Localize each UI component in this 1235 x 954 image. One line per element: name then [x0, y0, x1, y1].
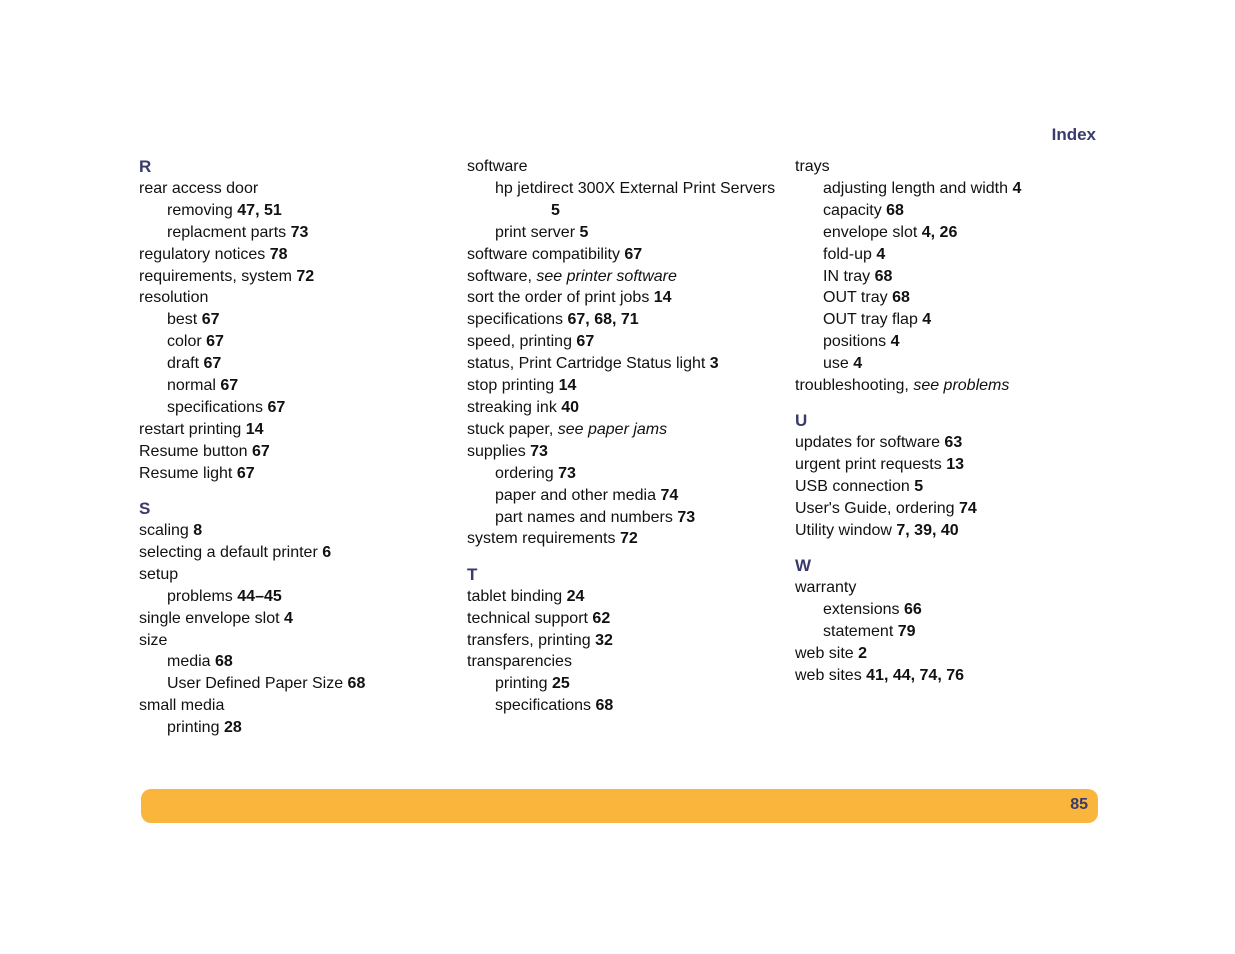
- index-entry: [467, 651, 775, 673]
- page-references: 74: [959, 500, 977, 518]
- page-references: 3: [709, 355, 719, 373]
- index-subentry: [467, 485, 775, 507]
- index-term: system requirements: [467, 530, 616, 548]
- index-term: specifications: [467, 311, 564, 329]
- index-subentry: [139, 375, 365, 397]
- page-references: 6: [322, 543, 332, 561]
- index-term: paper and other media: [495, 486, 656, 504]
- page-references: 67: [236, 464, 255, 482]
- see-reference: see printer software: [536, 267, 677, 285]
- page-references: 14: [558, 377, 577, 395]
- index-letter-heading: T: [467, 564, 478, 584]
- index-subentry: [795, 621, 1021, 643]
- index-entry: [795, 454, 1021, 476]
- index-subentry: [467, 507, 775, 529]
- index-entry: [139, 244, 365, 266]
- index-term: Utility window: [795, 522, 892, 539]
- page-references: 68: [892, 289, 910, 307]
- index-term: streaking ink: [467, 398, 557, 416]
- index-term: requirements, system: [139, 267, 292, 285]
- index-entry-continuation: [467, 200, 775, 222]
- index-subentry: [795, 200, 1021, 222]
- index-term: print server: [495, 223, 576, 241]
- index-entry: [467, 266, 775, 288]
- page-references: 44–45: [237, 587, 282, 605]
- index-term: supplies: [467, 442, 526, 460]
- index-entry: [467, 353, 775, 375]
- index-term: use: [823, 355, 849, 373]
- page-references: 47, 51: [237, 201, 282, 219]
- page-references: 72: [619, 530, 638, 548]
- page-references: 67: [201, 311, 220, 329]
- index-entry: [795, 643, 1021, 665]
- index-entry: [139, 441, 365, 463]
- page-references: 28: [223, 719, 242, 737]
- index-subentry: [467, 673, 775, 695]
- index-term: selecting a default printer: [139, 543, 318, 561]
- index-term: Resume button: [139, 442, 248, 460]
- index-entry: [139, 520, 365, 542]
- footer-bar: [141, 789, 1098, 823]
- see-reference: see paper jams: [557, 420, 668, 438]
- index-term: web sites: [795, 666, 862, 684]
- page-references: 4: [1012, 179, 1022, 197]
- index-subentry: [139, 673, 365, 695]
- index-term: setup: [139, 565, 179, 583]
- index-term: web site: [795, 645, 854, 663]
- index-term: speed, printing: [467, 333, 572, 351]
- page-references: 67: [203, 355, 222, 373]
- index-term: software,: [467, 267, 532, 285]
- page-references: 5: [551, 201, 560, 219]
- index-letter-heading: U: [795, 411, 808, 431]
- index-term: envelope slot: [823, 223, 918, 241]
- index-entry: [139, 266, 365, 288]
- index-term: hp jetdirect 300X External Print Servers: [495, 179, 776, 197]
- page-references: 74: [660, 486, 679, 504]
- index-term: sort the order of print jobs: [467, 289, 650, 307]
- index-term: User's Guide, ordering: [795, 500, 955, 518]
- page-references: 79: [897, 623, 916, 641]
- index-term: normal: [167, 377, 216, 395]
- index-term: positions: [823, 333, 887, 351]
- index-entry: [467, 586, 775, 608]
- index-subentry: [139, 651, 365, 673]
- index-term: statement: [823, 623, 894, 641]
- index-column-3: [795, 156, 1021, 687]
- index-term: best: [167, 311, 198, 329]
- index-entry: [795, 432, 1021, 454]
- page-references: 4, 26: [921, 223, 958, 241]
- page-references: 73: [677, 508, 696, 526]
- index-column-2: [467, 156, 775, 717]
- index-entry: [795, 520, 1021, 542]
- index-letter-heading: R: [139, 157, 152, 176]
- index-term: rear access door: [139, 179, 259, 197]
- index-term: urgent print requests: [795, 456, 942, 474]
- page-references: 62: [592, 609, 611, 627]
- index-entry: [795, 476, 1021, 498]
- index-subentry: [795, 309, 1021, 331]
- page-references: 4: [284, 609, 293, 627]
- index-entry: [467, 156, 775, 178]
- index-term: adjusting length and width: [823, 179, 1009, 197]
- page-references: 67: [576, 333, 595, 351]
- index-subentry: [139, 717, 365, 739]
- index-term: resolution: [139, 289, 209, 307]
- index-entry: [467, 309, 775, 331]
- index-term: updates for software: [795, 434, 940, 452]
- page-references: 4: [853, 355, 863, 373]
- index-term: problems: [167, 587, 233, 605]
- page-references: 4: [876, 245, 886, 263]
- index-subentry: [795, 266, 1021, 288]
- index-entry: [467, 630, 775, 652]
- index-term: stuck paper,: [467, 420, 554, 438]
- index-term: Resume light: [139, 464, 233, 482]
- index-term: technical support: [467, 609, 588, 627]
- page-references: 67: [267, 398, 286, 416]
- index-subentry: [795, 331, 1021, 353]
- index-entry: [139, 463, 365, 485]
- index-entry: [467, 608, 775, 630]
- page-references: 7, 39, 40: [896, 522, 959, 539]
- index-term: transparencies: [467, 653, 572, 671]
- page-references: 68: [347, 675, 366, 693]
- index-term: warranty: [795, 579, 857, 597]
- index-term: scaling: [139, 522, 189, 539]
- page-references: 67: [206, 333, 224, 351]
- index-term: tablet binding: [467, 587, 563, 605]
- index-term: media: [167, 653, 211, 671]
- index-subentry: [795, 244, 1021, 266]
- index-term: OUT tray: [823, 289, 888, 307]
- index-term: ordering: [495, 464, 554, 482]
- page-references: 67, 68, 71: [567, 311, 639, 329]
- page-references: 24: [566, 587, 585, 605]
- index-subentry: [139, 331, 365, 353]
- index-entry: [467, 331, 775, 353]
- index-term: trays: [795, 158, 830, 175]
- page-references: 68: [874, 267, 893, 285]
- index-entry: [139, 419, 365, 441]
- index-column-1: [139, 156, 365, 739]
- index-term: troubleshooting,: [795, 377, 909, 395]
- index-entry: [795, 375, 1021, 397]
- page-references: 63: [944, 434, 963, 452]
- index-term: specifications: [495, 697, 592, 715]
- index-term: small media: [139, 697, 225, 715]
- index-subentry: [139, 353, 365, 375]
- page-references: 78: [269, 245, 288, 263]
- index-term: removing: [167, 201, 233, 219]
- page-references: 40: [561, 398, 580, 416]
- index-subentry: [467, 695, 775, 717]
- index-term: single envelope slot: [139, 609, 280, 627]
- index-term: User Defined Paper Size: [167, 675, 344, 693]
- index-term: extensions: [823, 601, 900, 619]
- index-term: draft: [167, 355, 200, 373]
- index-letter-heading: W: [795, 556, 812, 576]
- index-entry: [139, 542, 365, 564]
- index-subentry: [139, 200, 365, 222]
- index-subentry: [139, 222, 365, 244]
- page-references: 73: [290, 223, 309, 241]
- index-entry: [139, 608, 365, 630]
- index-entry: [139, 695, 365, 717]
- index-entry: [467, 528, 775, 550]
- page-references: 73: [530, 442, 548, 460]
- page-references: 8: [193, 522, 203, 539]
- index-term: printing: [495, 675, 548, 693]
- page-references: 5: [579, 223, 589, 241]
- index-subentry: [467, 222, 775, 244]
- page-references: 13: [946, 456, 964, 474]
- index-subentry: [795, 287, 1021, 309]
- index-entry: [467, 397, 775, 419]
- index-entry: [467, 419, 775, 441]
- page-references: 5: [914, 478, 924, 496]
- index-term: restart printing: [139, 420, 242, 438]
- index-term: size: [139, 631, 168, 649]
- page-references: 25: [551, 675, 570, 693]
- index-entry: [795, 498, 1021, 520]
- index-term: color: [167, 333, 202, 351]
- index-term: part names and numbers: [495, 508, 673, 526]
- index-subentry: [795, 353, 1021, 375]
- index-term: software compatibility: [467, 245, 620, 263]
- index-term: stop printing: [467, 377, 555, 395]
- page-number: 85: [1070, 796, 1088, 813]
- index-entry: [467, 375, 775, 397]
- index-term: transfers, printing: [467, 631, 591, 649]
- index-term: OUT tray flap: [823, 311, 918, 329]
- index-entry: [139, 287, 365, 309]
- index-term: software: [467, 158, 528, 175]
- index-term: printing: [167, 719, 220, 737]
- see-reference: see problems: [913, 377, 1010, 395]
- page-references: 73: [558, 464, 576, 482]
- index-entry: [139, 564, 365, 586]
- page-references: 4: [890, 333, 900, 351]
- page-references: 4: [922, 311, 932, 329]
- page-references: 67: [624, 245, 643, 263]
- index-term: specifications: [167, 398, 264, 416]
- index-subentry: [795, 178, 1021, 200]
- index-entry: [467, 244, 775, 266]
- index-subentry: [795, 222, 1021, 244]
- page-header-title: Index: [1051, 125, 1096, 144]
- index-term: fold-up: [823, 245, 872, 263]
- index-entry: [467, 441, 775, 463]
- index-term: regulatory notices: [139, 245, 266, 263]
- page-references: 66: [903, 601, 922, 619]
- page-references: 14: [245, 420, 264, 438]
- index-entry: [795, 156, 1021, 178]
- page-references: 2: [858, 645, 868, 663]
- index-entry: [139, 630, 365, 652]
- page-references: 67: [251, 442, 270, 460]
- page-references: 72: [296, 267, 315, 285]
- index-term: replacment parts: [167, 223, 287, 241]
- page-references: 14: [653, 289, 672, 307]
- index-subentry: [139, 397, 365, 419]
- index-term: IN tray: [823, 267, 871, 285]
- index-subentry: [139, 586, 365, 608]
- index-term: status, Print Cartridge Status light: [467, 355, 706, 373]
- page-references: 68: [595, 697, 614, 715]
- page-references: 68: [215, 653, 233, 671]
- page-references: 41, 44, 74, 76: [866, 666, 965, 684]
- page-references: 32: [595, 631, 613, 649]
- index-entry: [139, 178, 365, 200]
- index-term: USB connection: [795, 478, 910, 496]
- index-subentry: [467, 463, 775, 485]
- page-references: 68: [886, 201, 904, 219]
- index-subentry: [467, 178, 775, 200]
- index-subentry: [139, 309, 365, 331]
- index-entry: [795, 577, 1021, 599]
- index-term: capacity: [823, 201, 882, 219]
- index-letter-heading: S: [139, 499, 151, 519]
- page-references: 67: [220, 377, 239, 395]
- index-subentry: [795, 599, 1021, 621]
- index-entry: [467, 287, 775, 309]
- index-entry: [795, 665, 1021, 687]
